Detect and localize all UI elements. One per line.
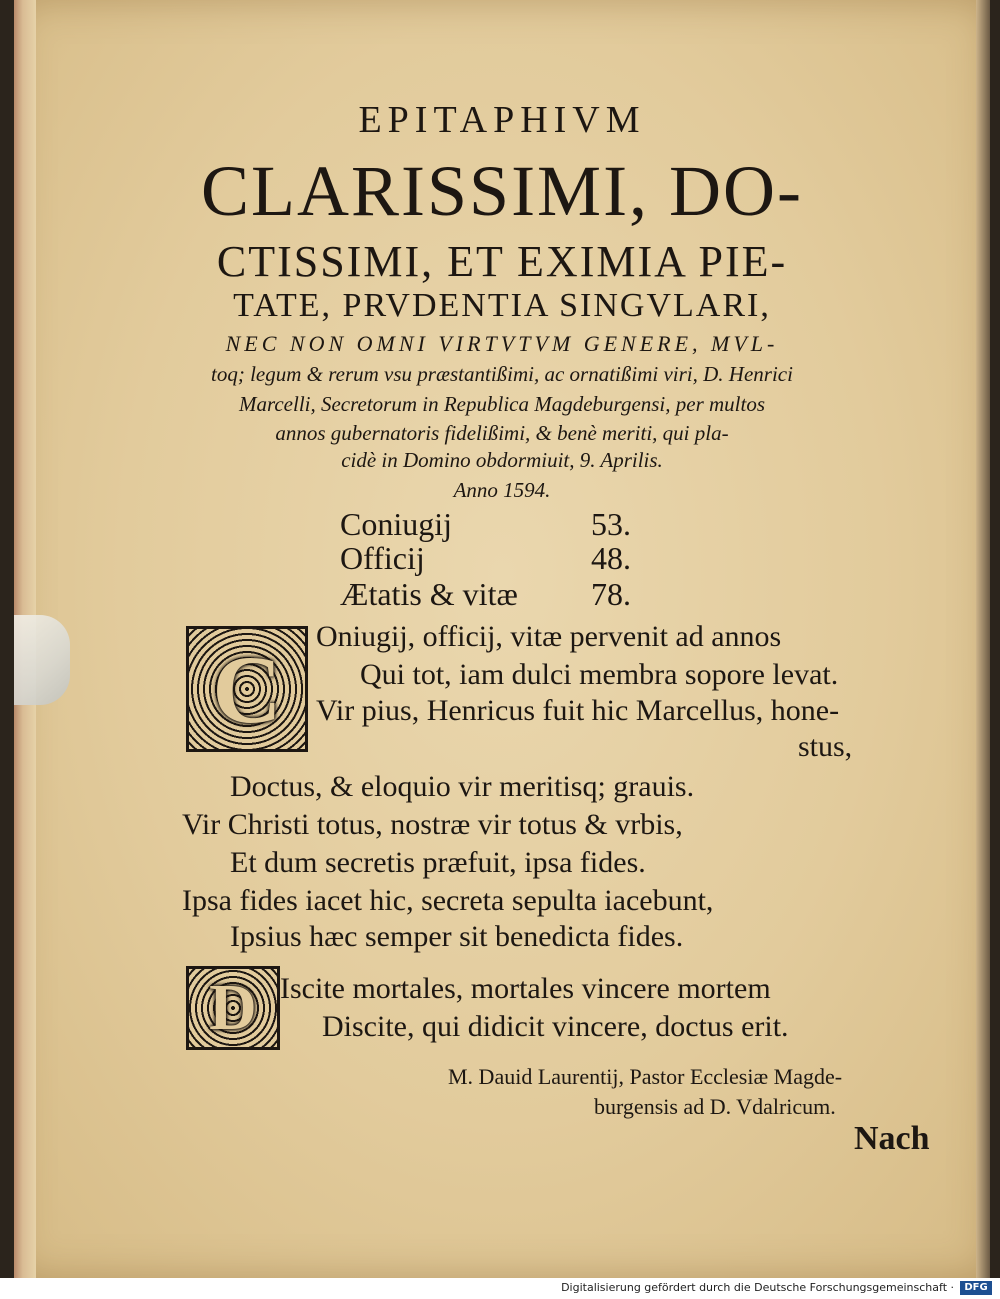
footer-credit-text: Digitalisierung gefördert durch die Deutsche Forschungsgemeinschaft · [561, 1281, 954, 1294]
verse-1-line-5: Doctus, & eloquio vir meritisq; grauis. [230, 770, 695, 803]
verse-1-line-2: Qui tot, iam dulci membra sopore levat. [360, 658, 839, 691]
dedication-year: Anno 1594. [453, 478, 551, 502]
book-page [14, 0, 990, 1278]
decorated-initial-d [186, 966, 280, 1050]
catchword: Nach [854, 1120, 930, 1157]
decorated-initial-d-letter: D [209, 971, 257, 1044]
page-clip [14, 615, 70, 705]
stat-value-aetatis: 78. [591, 576, 631, 612]
verse-1-line-4: stus, [798, 730, 853, 763]
verse-1-line-8: Ipsa fides iacet hic, secreta sepulta iacebunt, [182, 884, 714, 917]
verse-1-line-3: Vir pius, Henricus fuit hic Marcellus, hone- [316, 694, 840, 727]
decorated-initial-c [186, 626, 308, 752]
stat-label-coniugij: Coniugij [340, 506, 453, 542]
verse-2-line-2: Discite, qui didicit vincere, doctus erit. [322, 1010, 789, 1043]
stat-value-officij: 48. [591, 540, 631, 576]
digitization-footer [0, 1278, 1000, 1299]
verse-1-line-6: Vir Christi totus, nostræ vir totus & vrbis, [182, 808, 683, 841]
heading-line-1: EPITAPHIVM [358, 99, 646, 141]
verse-1-line-1: Oniugij, officij, vitæ pervenit ad annos [316, 620, 782, 653]
verse-2-line-1: Iscite mortales, mortales vincere mortem [280, 972, 771, 1005]
stat-label-officij: Officij [340, 540, 425, 576]
stat-value-coniugij: 53. [591, 506, 631, 542]
decorated-initial-c-letter: C [212, 635, 282, 743]
dedication-line-4: cidè in Domino obdormiuit, 9. Aprilis. [341, 448, 663, 472]
heading-line-2: CLARISSIMI, DO- [200, 151, 804, 231]
signature-line-1: M. Dauid Laurentij, Pastor Ecclesiæ Magde- [448, 1064, 843, 1089]
heading-line-3: CTISSIMI, ET EXIMIA PIE- [216, 237, 788, 286]
heading-line-5: NEC NON OMNI VIRTVTVM GENERE, MVL- [225, 331, 779, 356]
dedication-line-3: annos gubernatoris fidelißimi, & benè meriti, qui pla- [275, 421, 729, 445]
heading-line-4: TATE, PRVDENTIA SINGVLARI, [233, 287, 771, 324]
verse-1-line-9: Ipsius hæc semper sit benedicta fides. [230, 920, 684, 953]
stat-label-aetatis: Ætatis & vitæ [340, 576, 518, 612]
dedication-line-1: toq; legum & rerum vsu præstantißimi, ac ornatißimi viri, D. Henrici [211, 362, 793, 386]
dedication-line-2: Marcelli, Secretorum in Republica Magdeburgensi, per multos [238, 392, 766, 416]
signature-line-2: burgensis ad D. Vdalricum. [594, 1094, 836, 1119]
dfg-logo: DFG [960, 1281, 992, 1295]
verse-1-line-7: Et dum secretis præfuit, ipsa fides. [230, 846, 646, 879]
